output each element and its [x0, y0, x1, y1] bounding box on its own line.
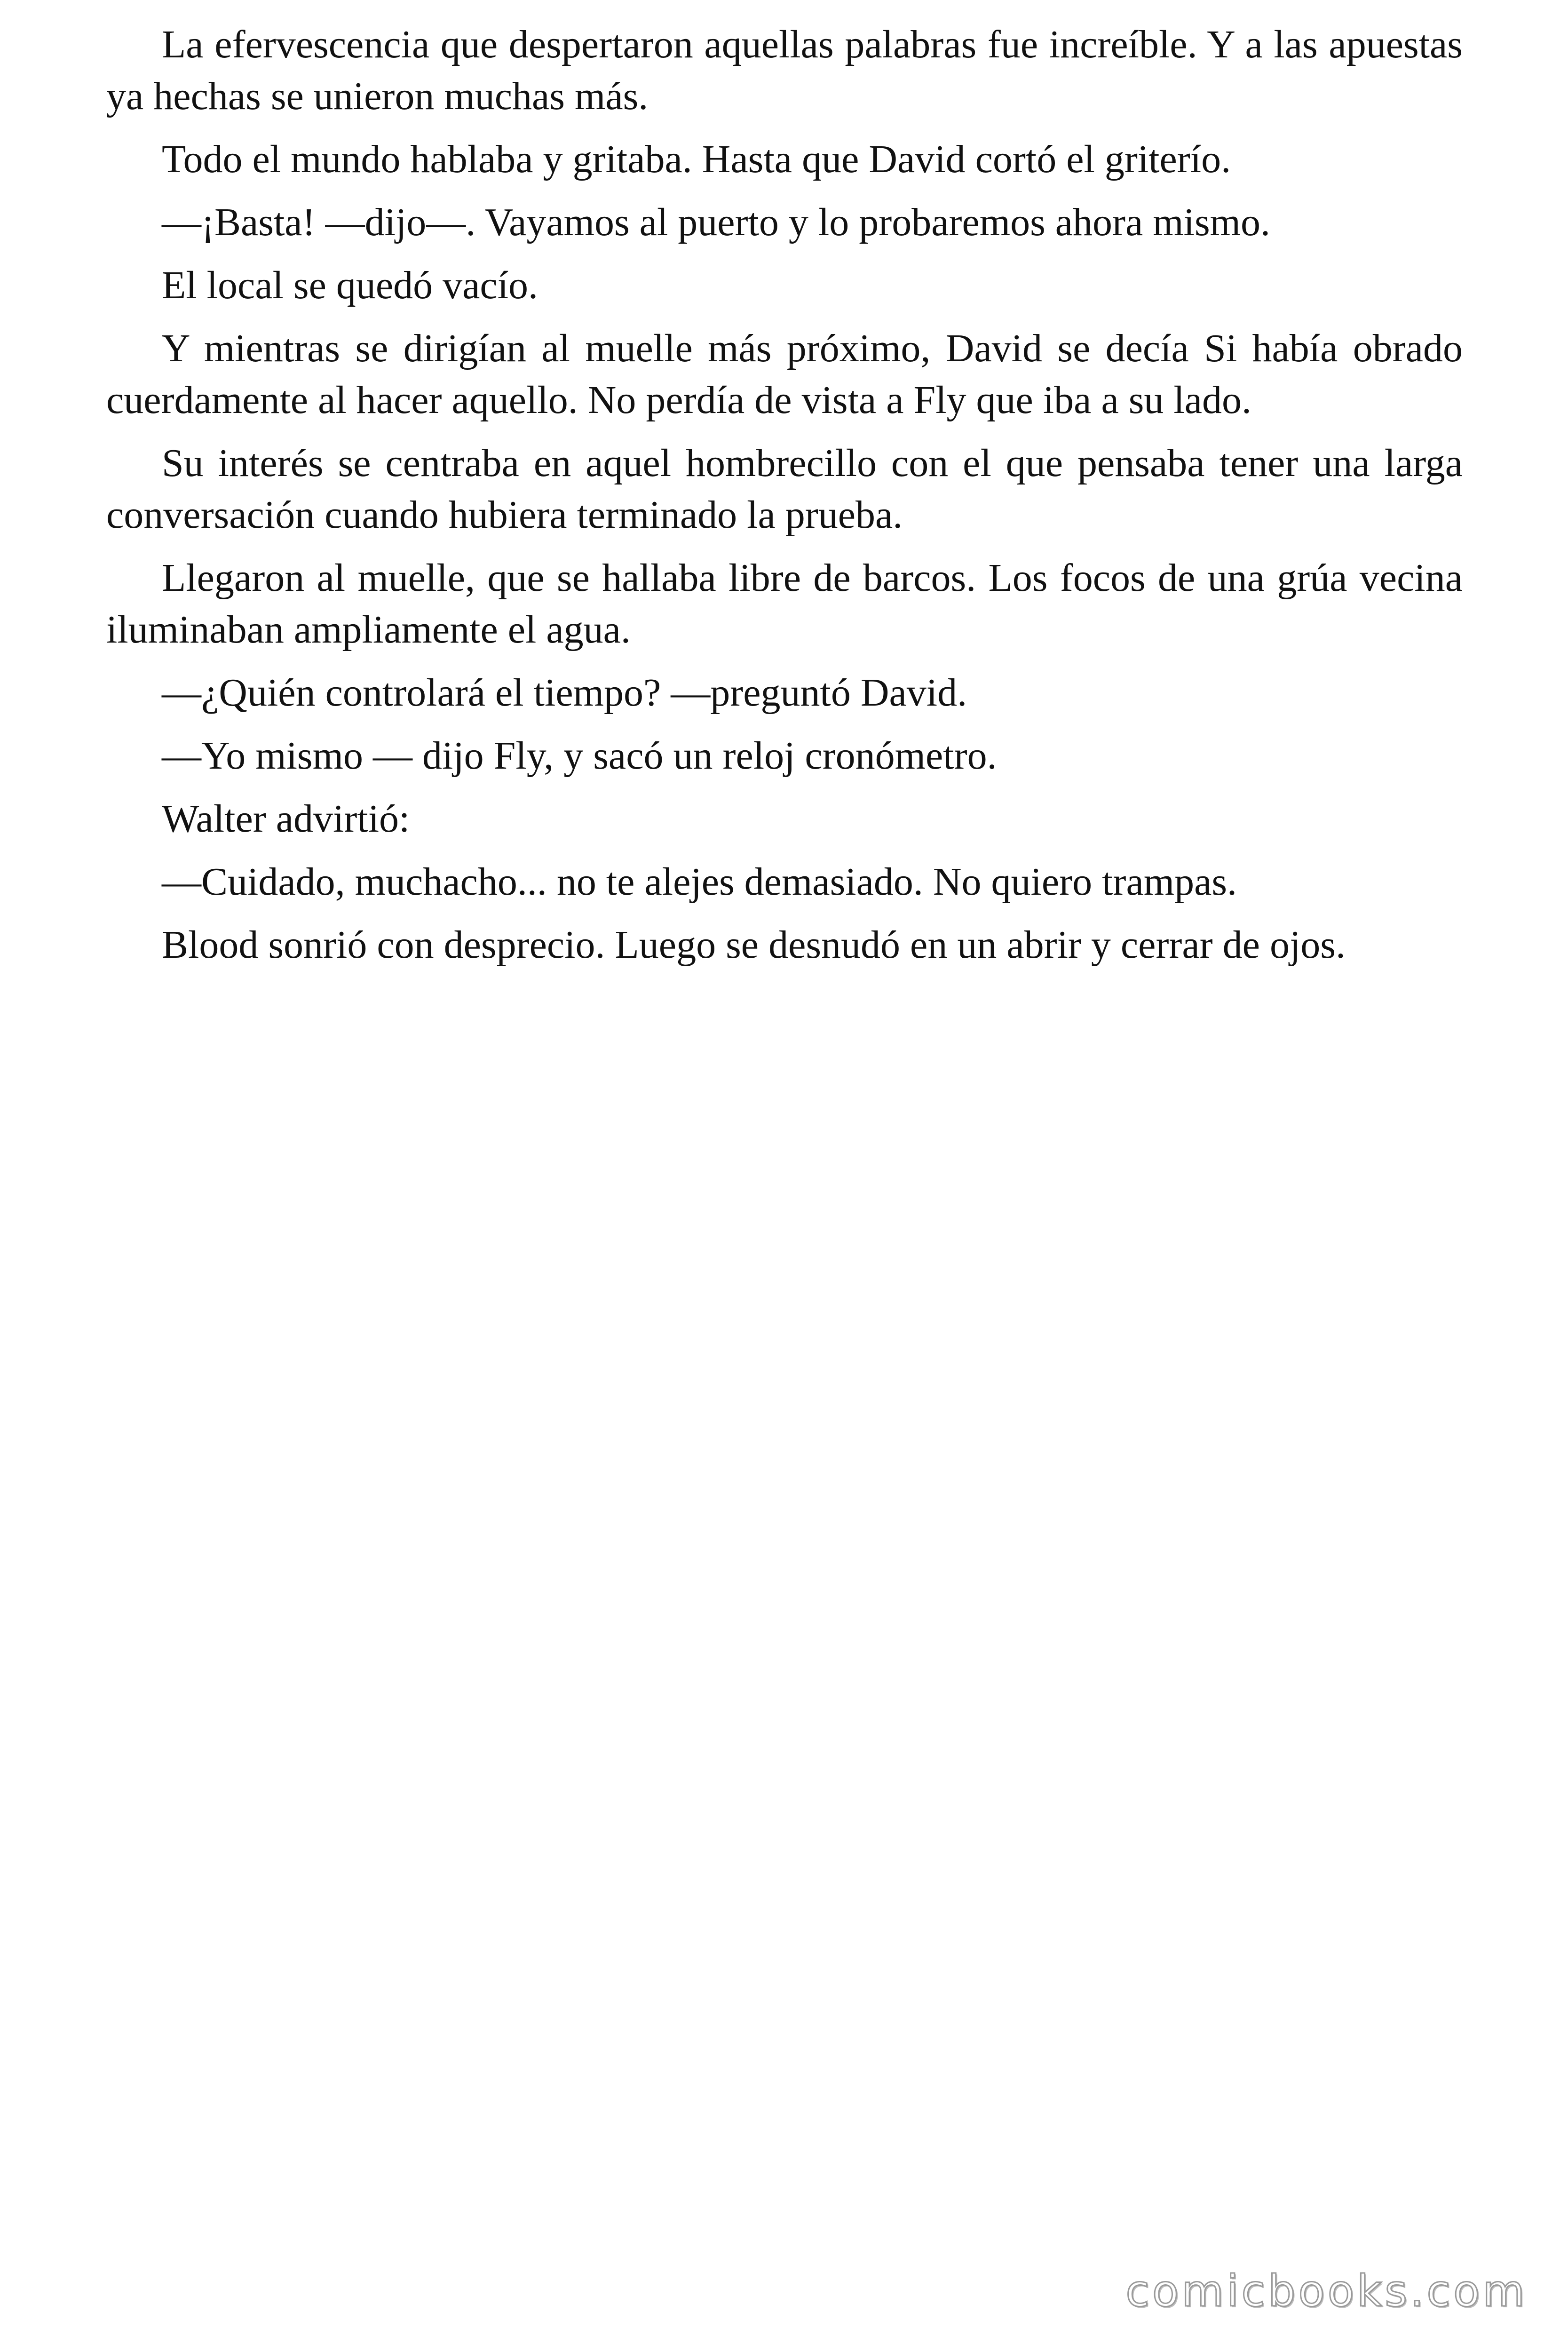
paragraph: —Cuidado, muchacho... no te alejes demasiado. No quiero trampas. [162, 860, 1237, 904]
paragraph: —Yo mismo — dijo Fly, y sacó un reloj cronómetro. [162, 734, 997, 778]
paragraph: Blood sonrió con desprecio. Luego se desnudó en un abrir y cerrar de ojos. [162, 923, 1346, 967]
paragraph: Llegaron al muelle, que se hallaba libre de barcos. Los focos de una grúa vecina iluminaban ampliamente el agua. [106, 556, 1463, 652]
paragraph: —¿Quién controlará el tiempo? —preguntó David. [162, 671, 967, 715]
paragraph: —¡Basta! —dijo—. Vayamos al puerto y lo probaremos ahora mismo. [162, 200, 1271, 244]
paragraph: La efervescencia que despertaron aquellas palabras fue increíble. Y a las apuestas ya hechas se unieron muchas más. [106, 23, 1463, 118]
paragraph: Walter advirtió: [162, 797, 410, 841]
paragraph: El local se quedó vacío. [162, 263, 539, 307]
paragraph: Y mientras se dirigían al muelle más próximo, David se decía Si había obrado cuerdamente al hacer aquello. No perdía de vista a Fly que iba a su lado. [106, 326, 1463, 422]
paragraph: Todo el mundo hablaba y gritaba. Hasta que David cortó el griterío. [162, 137, 1231, 181]
paragraph: Su interés se centraba en aquel hombrecillo con el que pensaba tener una larga conversación cuando hubiera terminado la prueba. [106, 441, 1463, 537]
watermark: comicbooks.com [1125, 2266, 1528, 2316]
page-text [106, 19, 1463, 982]
